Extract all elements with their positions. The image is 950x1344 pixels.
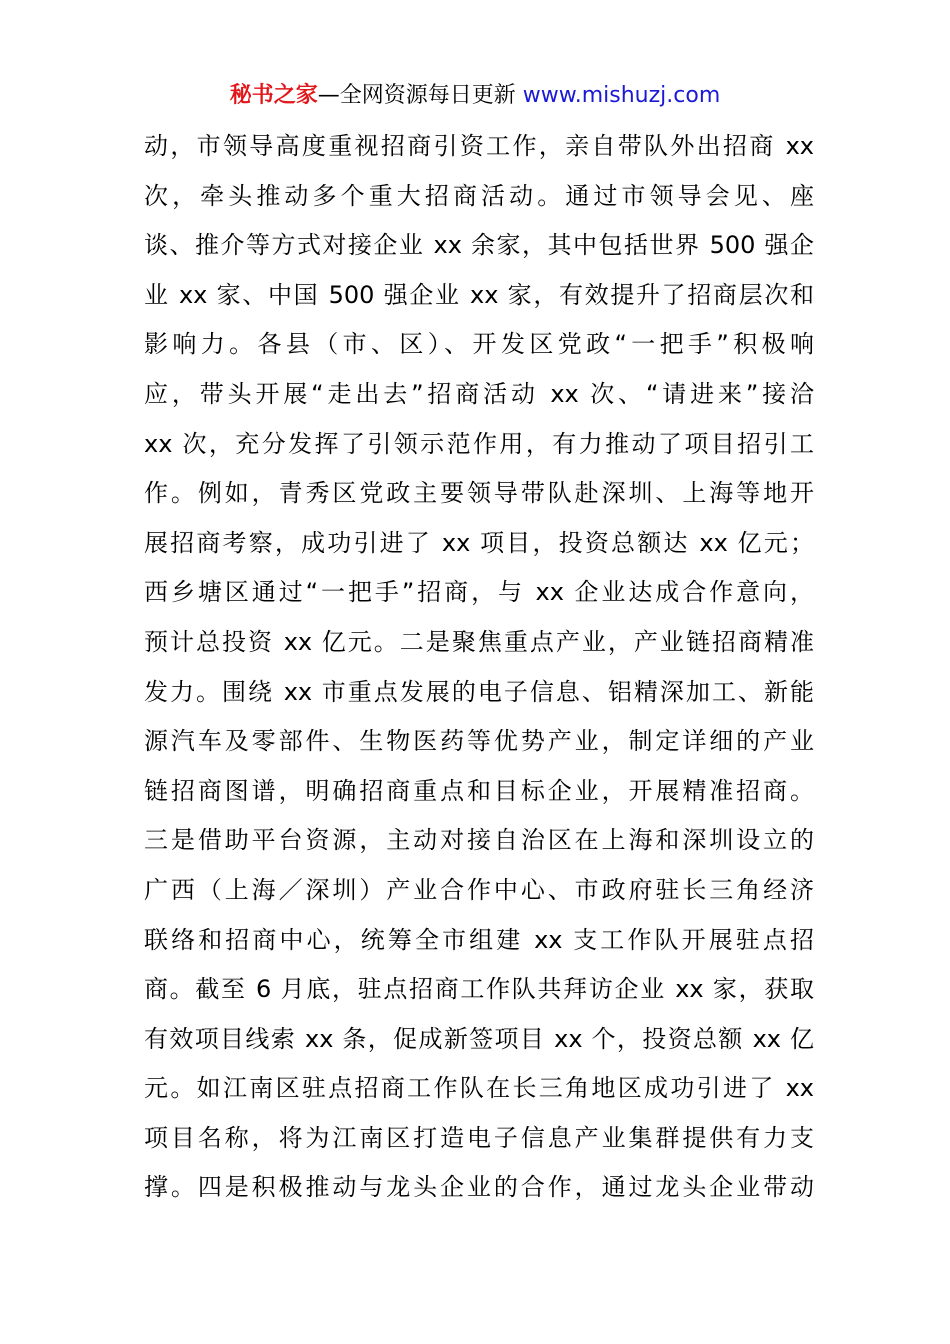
text-line: 动，市领导高度重视招商引资工作，亲自带队外出招商 xx bbox=[144, 132, 814, 160]
text-line: 影响力。各县（市、区）、开发区党政“一把手”积极响 bbox=[144, 330, 814, 359]
text-line: 发力。围绕 xx 市重点发展的电子信息、铝精深加工、新能 bbox=[144, 677, 814, 706]
text-line: 撑。四是积极推动与龙头企业的合作，通过龙头企业带动 bbox=[144, 1173, 814, 1202]
text-line: 链招商图谱，明确招商重点和目标企业，开展精准招商。 bbox=[144, 776, 814, 805]
text-line: 谈、推介等方式对接企业 xx 余家，其中包括世界 500 强企 bbox=[144, 231, 814, 260]
text-line: 业 xx 家、中国 500 强企业 xx 家，有效提升了招商层次和 bbox=[144, 280, 814, 309]
text-line: 次，牵头推动多个重大招商活动。通过市领导会见、座 bbox=[144, 181, 814, 210]
text-line: 商。截至 6 月底，驻点招商工作队共拜访企业 xx 家，获取 bbox=[144, 975, 814, 1004]
text-line: 源汽车及零部件、生物医药等优势产业，制定详细的产业 bbox=[144, 727, 814, 756]
text-line: 预计总投资 xx 亿元。二是聚焦重点产业，产业链招商精准 bbox=[144, 627, 814, 656]
text-line: 广西（上海／深圳）产业合作中心、市政府驻长三角经济 bbox=[144, 875, 814, 904]
header-tagline: —全网资源每日更新 bbox=[317, 83, 516, 108]
text-line: 三是借助平台资源，主动对接自治区在上海和深圳设立的 bbox=[144, 826, 814, 855]
text-line: 项目名称，将为江南区打造电子信息产业集群提供有力支 bbox=[144, 1123, 814, 1152]
text-line: xx 次，充分发挥了引领示范作用，有力推动了项目招引工 bbox=[144, 429, 814, 458]
site-url-link[interactable]: www.mishuzj.com bbox=[522, 83, 721, 108]
text-line: 西乡塘区通过“一把手”招商，与 xx 企业达成合作意向， bbox=[144, 578, 814, 607]
text-line: 有效项目线索 xx 条，促成新签项目 xx 个，投资总额 xx 亿 bbox=[144, 1024, 814, 1053]
brand-name: 秘书之家 bbox=[229, 83, 318, 108]
body-paragraph bbox=[144, 122, 814, 1213]
text-line: 联络和招商中心，统筹全市组建 xx 支工作队开展驻点招 bbox=[144, 925, 814, 954]
text-line: 元。如江南区驻点招商工作队在长三角地区成功引进了 xx bbox=[144, 1074, 814, 1103]
text-line: 应，带头开展“走出去”招商活动 xx 次、“请进来”接洽 bbox=[144, 379, 814, 408]
text-line: 展招商考察，成功引进了 xx 项目，投资总额达 xx 亿元； bbox=[144, 528, 814, 557]
text-line: 作。例如，青秀区党政主要领导带队赴深圳、上海等地开 bbox=[144, 479, 814, 508]
page-header bbox=[0, 80, 950, 112]
